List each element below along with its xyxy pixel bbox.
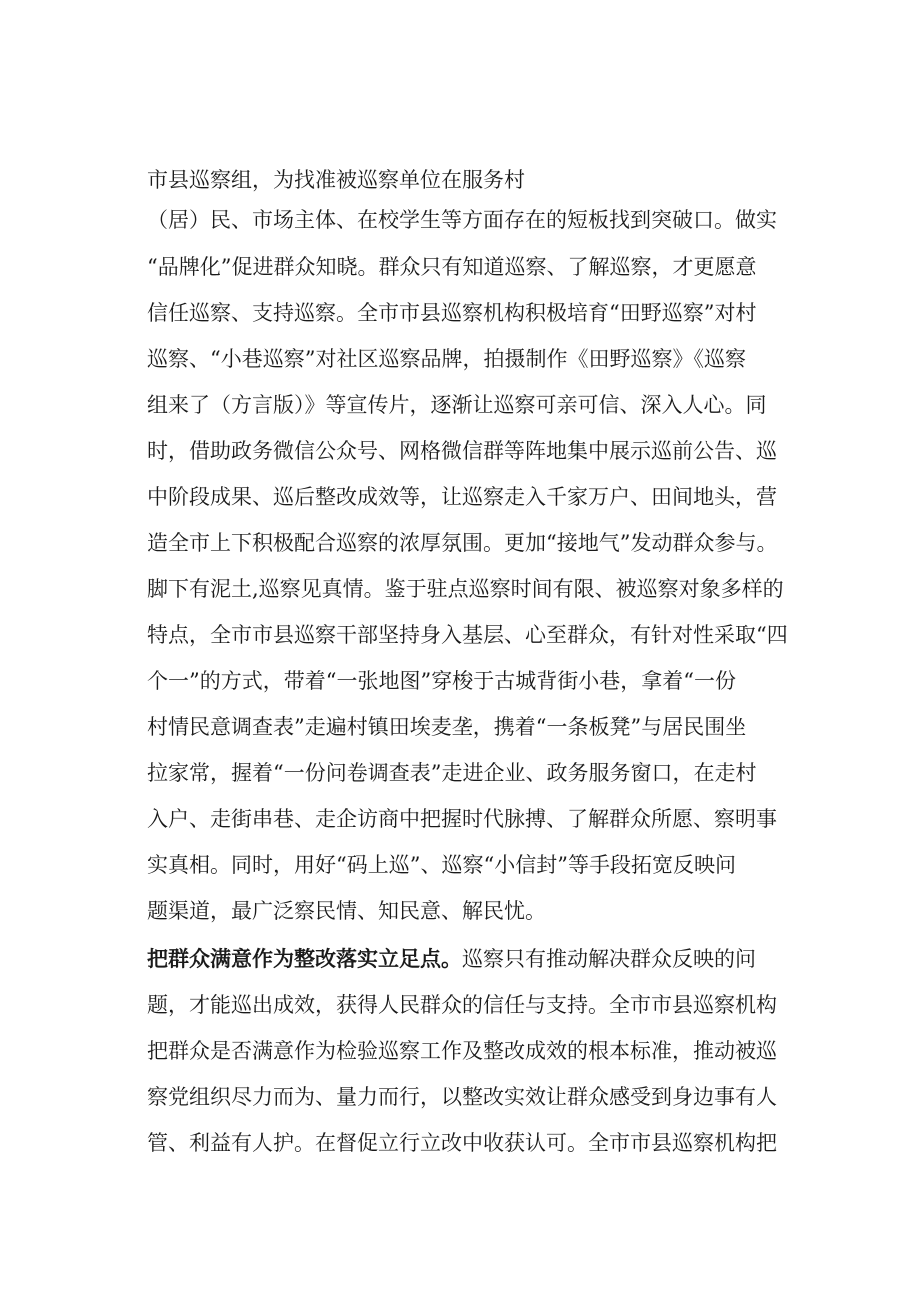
text-line-14: 拉家常，握着“一份问卷调查表”走进企业、政务服务窗口，在走村 (147, 761, 757, 785)
text-line-6: 组来了（方言版）》等宣传片，逐渐让巡察可亲可信、深入人心。同 (147, 393, 767, 417)
text-line-2: （居）民、市场主体、在校学生等方面存在的短板找到突破口。做实 (147, 208, 777, 232)
text-line-8: 中阶段成果、巡后整改成效等，让巡察走入千家万户、田间地头，营 (147, 485, 777, 509)
para2-heading: 把群众满意作为整改落实立足点。 (147, 946, 462, 971)
text-line-5: 巡察、“小巷巡察”对社区巡察品牌，拍摄制作《田野巡察》《巡察 (147, 347, 746, 371)
text-line-13: 村情民意调查表”走遍村镇田埃麦垄，携着“一条板凳”与居民围坐 (147, 715, 747, 739)
text-line-15: 入户、走街串巷、走企访商中把握时代脉搏、了解群众所愿、察明事 (147, 807, 777, 831)
para2-line-2: 题，才能巡出成效，获得人民群众的信任与支持。全市市县巡察机构 (147, 993, 777, 1017)
text-line-1: 市县巡察组，为找准被巡察单位在服务村 (147, 168, 525, 192)
para2-line-4: 察党组织尽力而为、量力而行，以整改实效让群众感受到身边事有人 (147, 1085, 777, 1109)
para2-first-line-rest: 巡察只有推动解决群众反映的问 (462, 947, 756, 971)
text-line-9: 造全市上下积极配合巡察的浓厚氛围。更加“接地气”发动群众参与。 (147, 531, 778, 555)
para2-first-line (147, 944, 827, 974)
text-line-7: 时，借助政务微信公众号、网格微信群等阵地集中展示巡前公告、巡 (147, 439, 777, 463)
text-line-4: 信任巡察、支持巡察。全市市县巡察机构积极培育“田野巡察”对村 (147, 301, 757, 325)
text-line-12: 个一”的方式，带着“一张地图”穿梭于古城背街小巷，拿着“一份 (147, 669, 736, 693)
para2-line-5: 管、利益有人护。在督促立行立改中收获认可。全市市县巡察机构把 (147, 1131, 777, 1155)
text-line-16: 实真相。同时，用好“码上巡”、巡察“小信封”等手段拓宽反映问 (147, 853, 736, 877)
text-line-3: “品牌化”促进群众知晓。群众只有知道巡察、了解巡察，才更愿意 (147, 255, 757, 279)
text-line-11: 特点，全市市县巡察干部坚持身入基层、心至群众，有针对性采取“四 (147, 623, 788, 647)
text-line-10: 脚下有泥土,巡察见真情。鉴于驻点巡察时间有限、被巡察对象多样的 (147, 577, 784, 601)
para2-line-3: 把群众是否满意作为检验巡察工作及整改成效的根本标准，推动被巡 (147, 1039, 777, 1063)
text-line-17: 题渠道，最广泛察民情、知民意、解民忧。 (147, 899, 546, 923)
